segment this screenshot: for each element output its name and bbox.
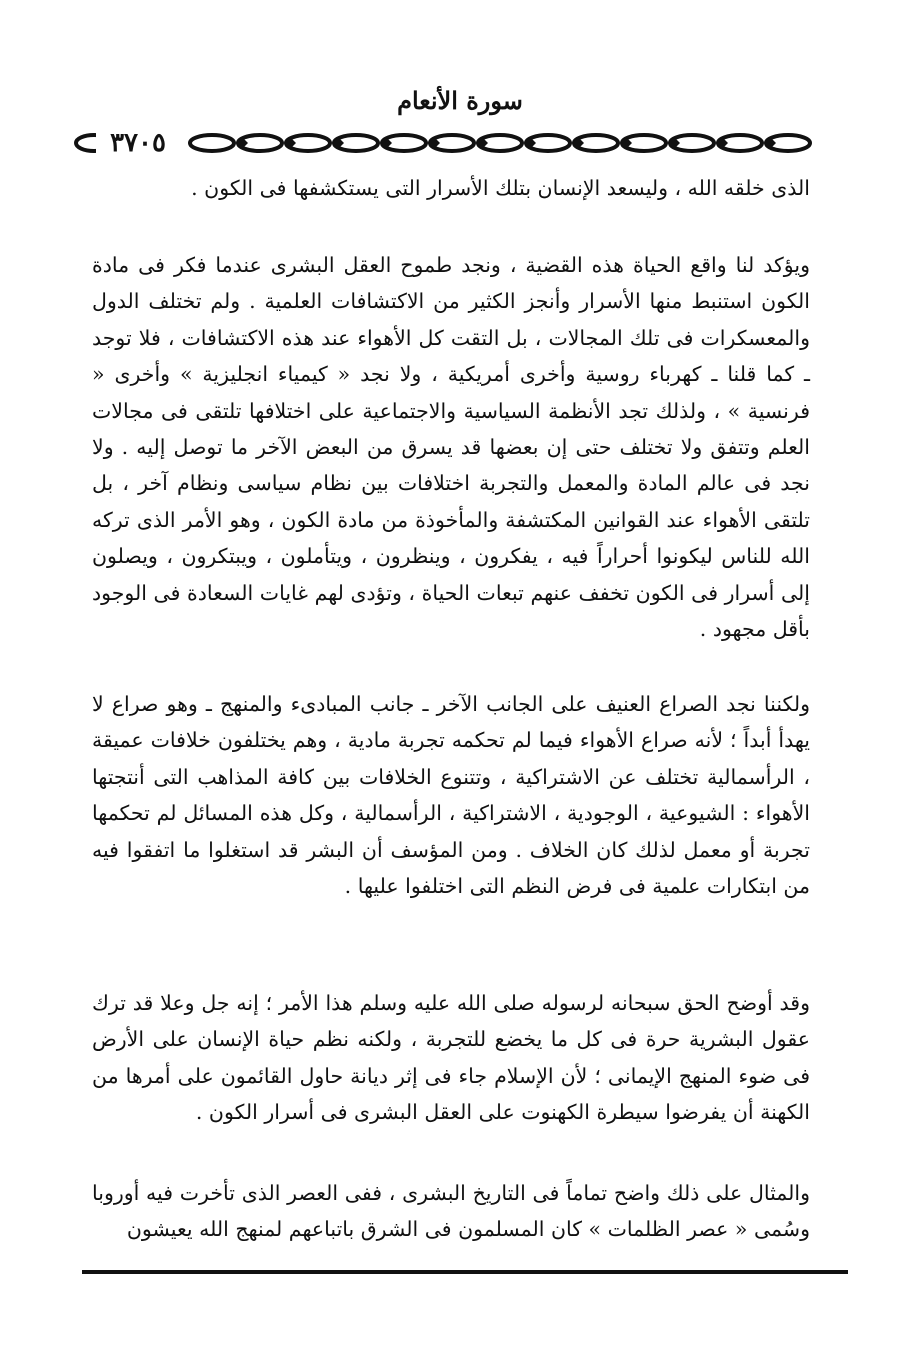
surah-title: سورة الأنعام	[397, 86, 523, 115]
paragraph-4: وقد أوضح الحق سبحانه لرسوله صلى الله عليه وسلم هذا الأمر ؛ إنه جل وعلا قد ترك عقول البشرية حرة فى كل ما يخضع للتجربة ، ولكنه نظم حياة الإنسان على الأرض فى ضوء المنهج الإيمانى ؛ لأن الإسلام جاء فى إثر ديانة حاول القائمون على أمرها من الكهنة أن يفرضوا سيطرة الكهنوت على العقل البشرى فى أسرار الكون .	[92, 991, 810, 1125]
paragraph-5: والمثال على ذلك واضح تماماً فى التاريخ البشرى ، ففى العصر الذى تأخرت فيه أوروبا وسُمى « عصر الظلمات » كان المسلمون فى الشرق باتباعهم لمنهج الله يعيشون	[92, 1181, 810, 1242]
paragraph-2: ويؤكد لنا واقع الحياة هذه القضية ، ونجد طموح العقل البشرى عندما فكر فى مادة الكون استنبط منها الأسرار وأنجز الكثير من الاكتشافات العلمية . ولم تختلف الدول والمعسكرات فى تلك المجالات ، بل التقت كل الأهواء عند هذه الاكتشافات ، فلا توجد ـ كما قلنا ـ كهرباء روسية وأخرى أمريكية ، ولا نجد « كيمياء انجليزية » وأخرى « فرنسية » ، ولذلك تجد الأنظمة السياسية والاجتماعية على اختلافها تلتقى فى مجالات العلم وتتفق ولا تختلف حتى إن بعضها قد يسرق من البعض الآخر ما توصل إليه . ولا نجد فى عالم المادة والمعمل والتجربة اختلافات بين نظام سياسى ونظام آخر ، بل تلتقى الأهواء عند القوانين المكتشفة والمأخوذة من مادة الكون ، وهو الأمر الذى تركه الله للناس ليكونوا أحراراً فيه ، يفكرون ، وينظرون ، ويتأملون ، ويبتكرون ، ويصلون إلى أسرار فى الكون تخفف عنهم تبعات الحياة ، وتؤدى لهم غايات السعادة فى الوجود بأقل مجهود .	[92, 253, 810, 642]
page-number: ٣٧٠٥	[96, 128, 180, 158]
paragraph-3: ولكننا نجد الصراع العنيف على الجانب الآخر ـ جانب المبادىء والمنهج ـ وهو صراع لا يهدأ أبداً ؛ لأنه صراع الأهواء فيما لم تحكمه تجربة مادية ، وهم يختلفون خلافات عميقة ، الرأسمالية تختلف عن الاشتراكية ، وتتنوع الخلافات بين كافة المذاهب التى أنتجتها الأهواء : الشيوعية ، الوجودية ، الاشتراكية ، الرأسمالية ، وكل هذه المسائل لم تحكمها تجربة أو معمل لذلك كان الخلاف . ومن المؤسف أن البشر قد استغلوا ما اتفقوا فيه من ابتكارات علمية فى فرض النظم التى اختلفوا عليها .	[92, 692, 810, 899]
ornamental-border	[72, 126, 832, 160]
footer-rule	[82, 1270, 848, 1274]
paragraph-1: الذى خلقه الله ، وليسعد الإنسان بتلك الأسرار التى يستكشفها فى الكون .	[191, 176, 810, 200]
